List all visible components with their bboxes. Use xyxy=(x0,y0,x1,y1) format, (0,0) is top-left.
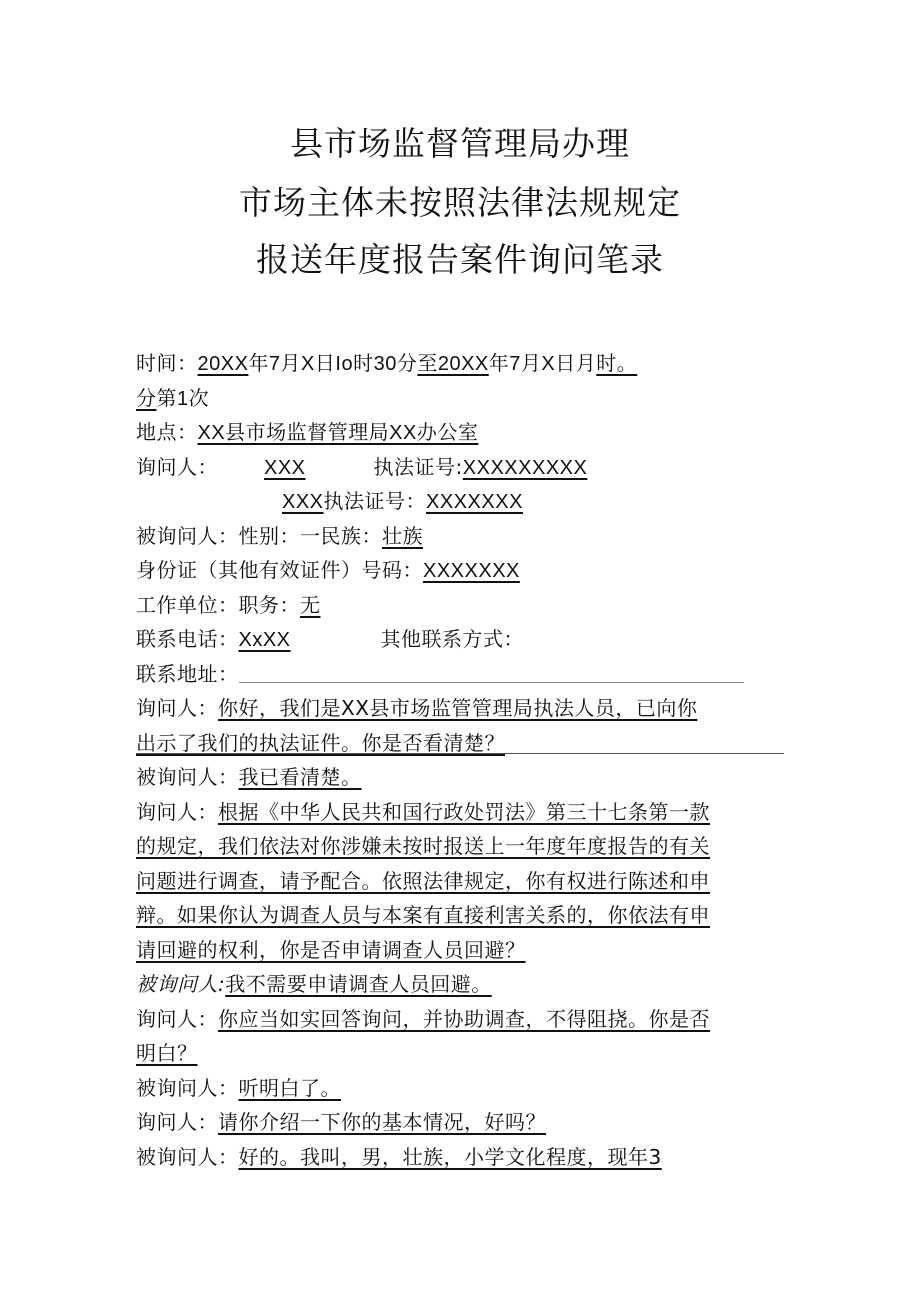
phone-value: XxXX xyxy=(238,629,291,651)
cert-label-2: 执法证号： xyxy=(323,489,427,513)
a3-text: 听明白了。 xyxy=(238,1075,341,1100)
dialogue-q2-line-2 xyxy=(136,829,784,864)
place-value: XX县市场监督管理局XX办公室 xyxy=(197,422,479,444)
dialogue-q3-line-2 xyxy=(136,1036,784,1071)
phone-line xyxy=(136,622,784,657)
time-line-2 xyxy=(136,381,784,416)
a2-speaker: 被询问人: xyxy=(136,972,226,996)
id-line xyxy=(136,553,784,588)
q2-text-c: 问题进行调查，请予配合。依照法律规定，你有权进行陈述和申 xyxy=(136,868,710,893)
document-title-line-3: 报送年度报告案件询问笔录 xyxy=(256,240,664,279)
cert-number-2: XXXXXXX xyxy=(426,491,523,513)
dialogue-q2-line-5 xyxy=(136,933,784,968)
a4-speaker: 被询问人： xyxy=(136,1144,239,1169)
interviewer-label: 询问人： xyxy=(136,454,218,479)
dialogue-q4-line xyxy=(136,1105,784,1140)
a3-speaker: 被询问人： xyxy=(136,1075,239,1100)
q1-text-b: 出示了我们的执法证件。你是否看清楚？ xyxy=(136,730,505,755)
interviewer-2-line xyxy=(136,484,784,519)
q2-text-a: 根据《中华人民共和国行政处罚法》第三十七条第一款 xyxy=(218,799,710,824)
dialogue-q1-line-1 xyxy=(136,691,784,726)
place-label: 地点： xyxy=(136,420,198,444)
time-start: 年7月X日Io时30分 xyxy=(248,353,418,375)
a1-text: 我已看清楚。 xyxy=(238,765,362,789)
dialogue-a3-line xyxy=(136,1071,784,1106)
a2-text: 我不需要申请调查人员回避。 xyxy=(225,972,492,996)
place-line xyxy=(136,415,784,450)
dialogue-a1-line xyxy=(136,760,784,795)
document-title-line-2: 市场主体未按照法律法规规定 xyxy=(239,183,681,222)
id-value: XXXXXXX xyxy=(423,560,520,582)
dialogue-q2-line-4 xyxy=(136,898,784,933)
address-line xyxy=(136,657,784,692)
dialogue-q2-line-3 xyxy=(136,864,784,899)
phone-label: 联系电话： xyxy=(136,627,239,651)
address-label: 联系地址： xyxy=(136,661,239,686)
interviewer-line xyxy=(136,450,784,485)
work-line xyxy=(136,588,784,623)
work-value: 无 xyxy=(300,592,321,617)
a1-speaker: 被询问人： xyxy=(136,765,239,789)
q1-speaker: 询问人： xyxy=(136,696,218,720)
ethnicity-value: 壮族 xyxy=(382,523,423,548)
time-line xyxy=(136,346,784,381)
a4-text: 好的。我叫，男，壮族，小学文化程度，现年3 xyxy=(238,1144,662,1169)
document-title-line-1: 县市场监督管理局办理 xyxy=(290,124,630,163)
time-end-minute: 分 xyxy=(136,385,157,410)
interviewer-1-name: XXX xyxy=(264,456,306,479)
cert-label-1: 执法证号: xyxy=(373,454,463,479)
interviewee-label: 被询问人：性别：一民族： xyxy=(136,523,382,548)
dialogue-q3-line-1 xyxy=(136,1002,784,1037)
q3-speaker: 询问人： xyxy=(136,1006,218,1031)
dialogue-q2-line-1 xyxy=(136,795,784,830)
cert-number-1: XXXXXXXXX xyxy=(462,456,588,479)
q2-text-d: 辩。如果你认为调查人员与本案有直接利害关系的，你依法有申 xyxy=(136,903,710,927)
time-end-year: 至20XX xyxy=(417,353,489,375)
q2-text-b: 的规定，我们依法对你涉嫌未按时报送上一年度年度报告的有关 xyxy=(136,834,710,858)
time-start-year: 20XX xyxy=(197,353,249,375)
interviewee-line xyxy=(136,519,784,554)
time-end-hour: 时。 xyxy=(596,351,638,375)
time-label: 时间： xyxy=(136,351,198,375)
separator-rule xyxy=(136,753,784,754)
time-end: 年7月X日月 xyxy=(488,353,597,375)
dialogue-q1-line-2 xyxy=(136,726,784,761)
q2-speaker: 询问人： xyxy=(136,799,218,824)
q2-text-e: 请回避的权利，你是否申请调查人员回避？ xyxy=(136,937,526,962)
id-label: 身份证（其他有效证件）号码： xyxy=(136,558,423,582)
address-blank xyxy=(239,660,744,683)
other-contact-label: 其他联系方式： xyxy=(380,627,525,651)
q4-speaker: 询问人： xyxy=(136,1110,218,1134)
dialogue-a2-line xyxy=(136,967,784,1002)
interviewer-2-name: XXX xyxy=(282,491,324,513)
dialogue-a4-line xyxy=(136,1140,784,1175)
q1-text-a: 你好，我们是XX县市场监管管理局执法人员，已向你 xyxy=(218,696,698,720)
q4-text: 请你介绍一下你的基本情况，好吗？ xyxy=(218,1110,546,1134)
work-label: 工作单位：职务： xyxy=(136,592,300,617)
q3-text-b: 明白？ xyxy=(136,1041,198,1065)
session-count: 第1次 xyxy=(156,387,210,410)
record-body xyxy=(136,346,784,1174)
q3-text-a: 你应当如实回答询问，并协助调查，不得阻挠。你是否 xyxy=(218,1006,710,1031)
